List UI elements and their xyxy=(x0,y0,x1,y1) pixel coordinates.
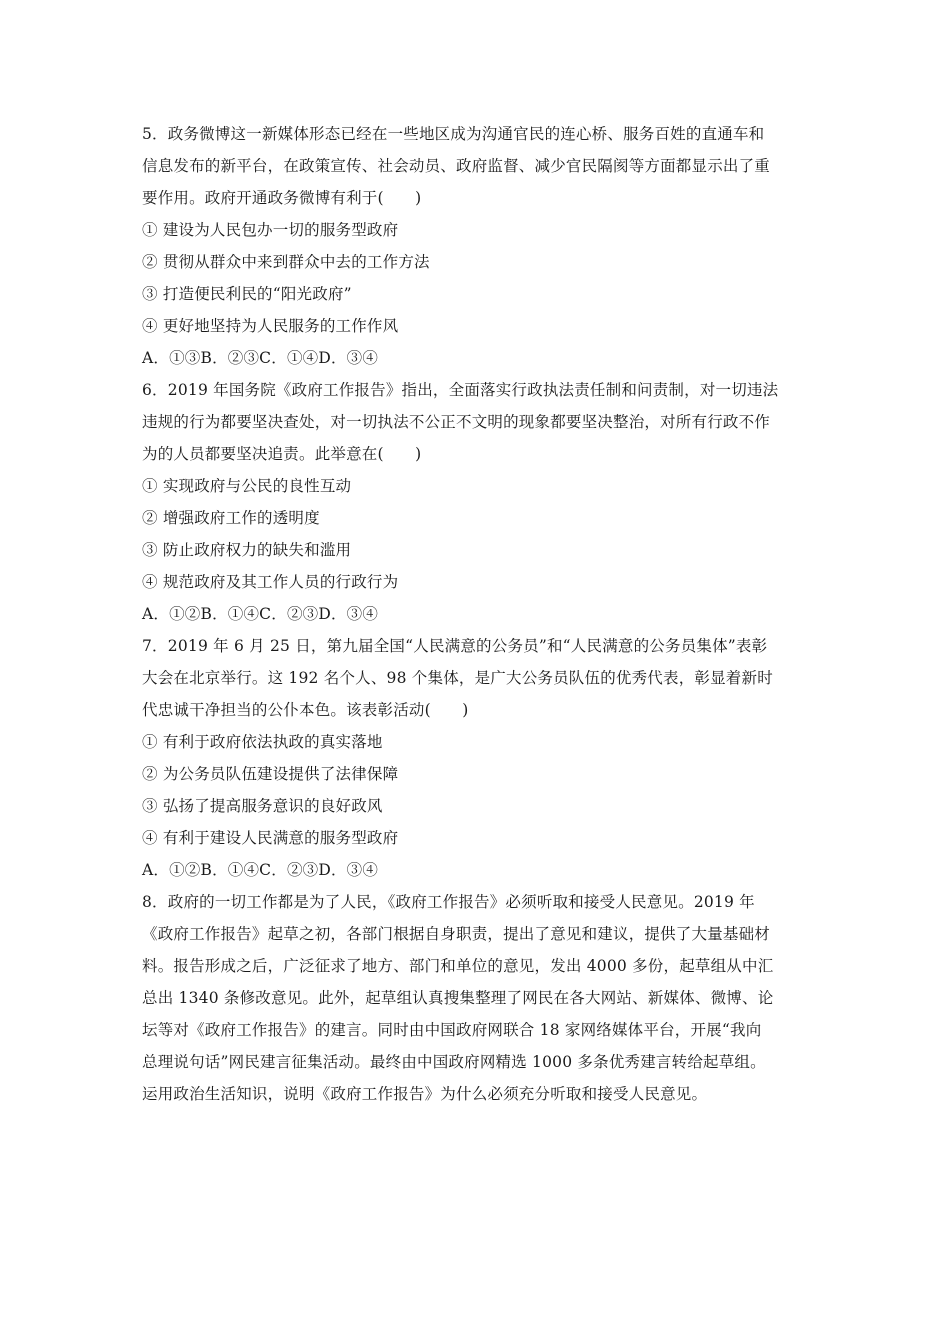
question-7 xyxy=(142,630,812,886)
question-5 xyxy=(142,118,812,374)
choice-item: ① 实现政府与公民的良性互动 xyxy=(142,477,352,495)
question-stem-line: 总理说句话”网民建言征集活动。最终由中国政府网精选 1000 多条优秀建言转给起草组。 xyxy=(142,1053,766,1071)
answer-options: A．①②B．①④C．②③D．③④ xyxy=(142,605,379,623)
question-stem-line: 为的人员都要坚决追责。此举意在( ) xyxy=(142,445,422,463)
question-stem-line: 坛等对《政府工作报告》的建言。同时由中国政府网联合 18 家网络媒体平台，开展“我向 xyxy=(142,1021,762,1039)
document-page xyxy=(142,118,812,1110)
choice-item: ① 建设为人民包办一切的服务型政府 xyxy=(142,221,399,239)
question-stem-line: 料。报告形成之后，广泛征求了地方、部门和单位的意见，发出 4000 多份，起草组从中汇 xyxy=(142,957,774,975)
choice-item: ① 有利于政府依法执政的真实落地 xyxy=(142,733,383,751)
choice-item: ③ 打造便民利民的“阳光政府” xyxy=(142,285,352,303)
question-stem-line: 信息发布的新平台，在政策宣传、社会动员、政府监督、减少官民隔阂等方面都显示出了重 xyxy=(142,157,771,175)
question-6 xyxy=(142,374,812,630)
question-8 xyxy=(142,886,812,1110)
question-stem-line: 总出 1340 条修改意见。此外，起草组认真搜集整理了网民在各大网站、新媒体、微博、论 xyxy=(142,989,774,1007)
question-stem-line: 6．2019 年国务院《政府工作报告》指出，全面落实行政执法责任制和问责制，对一切违法 xyxy=(142,381,779,399)
choice-item: ② 贯彻从群众中来到群众中去的工作方法 xyxy=(142,253,430,271)
question-stem-line: 违规的行为都要坚决查处，对一切执法不公正不文明的现象都要坚决整治，对所有行政不作 xyxy=(142,413,771,431)
choice-item: ② 增强政府工作的透明度 xyxy=(142,509,320,527)
question-stem-line: 7．2019 年 6 月 25 日，第九届全国“人民满意的公务员”和“人民满意的公务员集体”表彰 xyxy=(142,637,768,655)
question-stem-line: 大会在北京举行。这 192 名个人、98 个集体，是广大公务员队伍的优秀代表，彰显着新时 xyxy=(142,669,773,687)
question-stem-line: 要作用。政府开通政务微博有利于( ) xyxy=(142,189,422,207)
choice-item: ④ 有利于建设人民满意的服务型政府 xyxy=(142,829,399,847)
question-stem-line: 8．政府的一切工作都是为了人民，《政府工作报告》必须听取和接受人民意见。2019 年 xyxy=(142,893,755,911)
answer-options: A．①③B．②③C．①④D．③④ xyxy=(142,349,379,367)
question-stem-line: 5．政务微博这一新媒体形态已经在一些地区成为沟通官民的连心桥、服务百姓的直通车和 xyxy=(142,125,765,143)
choice-item: ④ 更好地坚持为人民服务的工作作风 xyxy=(142,317,399,335)
choice-item: ③ 防止政府权力的缺失和滥用 xyxy=(142,541,352,559)
choice-item: ② 为公务员队伍建设提供了法律保障 xyxy=(142,765,399,783)
question-stem-line: 《政府工作报告》起草之初，各部门根据自身职责，提出了意见和建议，提供了大量基础材 xyxy=(142,925,771,943)
question-stem-line: 代忠诚干净担当的公仆本色。该表彰活动( ) xyxy=(142,701,469,719)
answer-options: A．①②B．①④C．②③D．③④ xyxy=(142,861,379,879)
choice-item: ④ 规范政府及其工作人员的行政行为 xyxy=(142,573,399,591)
choice-item: ③ 弘扬了提高服务意识的良好政风 xyxy=(142,797,383,815)
question-prompt: 运用政治生活知识，说明《政府工作报告》为什么必须充分听取和接受人民意见。 xyxy=(142,1085,708,1103)
